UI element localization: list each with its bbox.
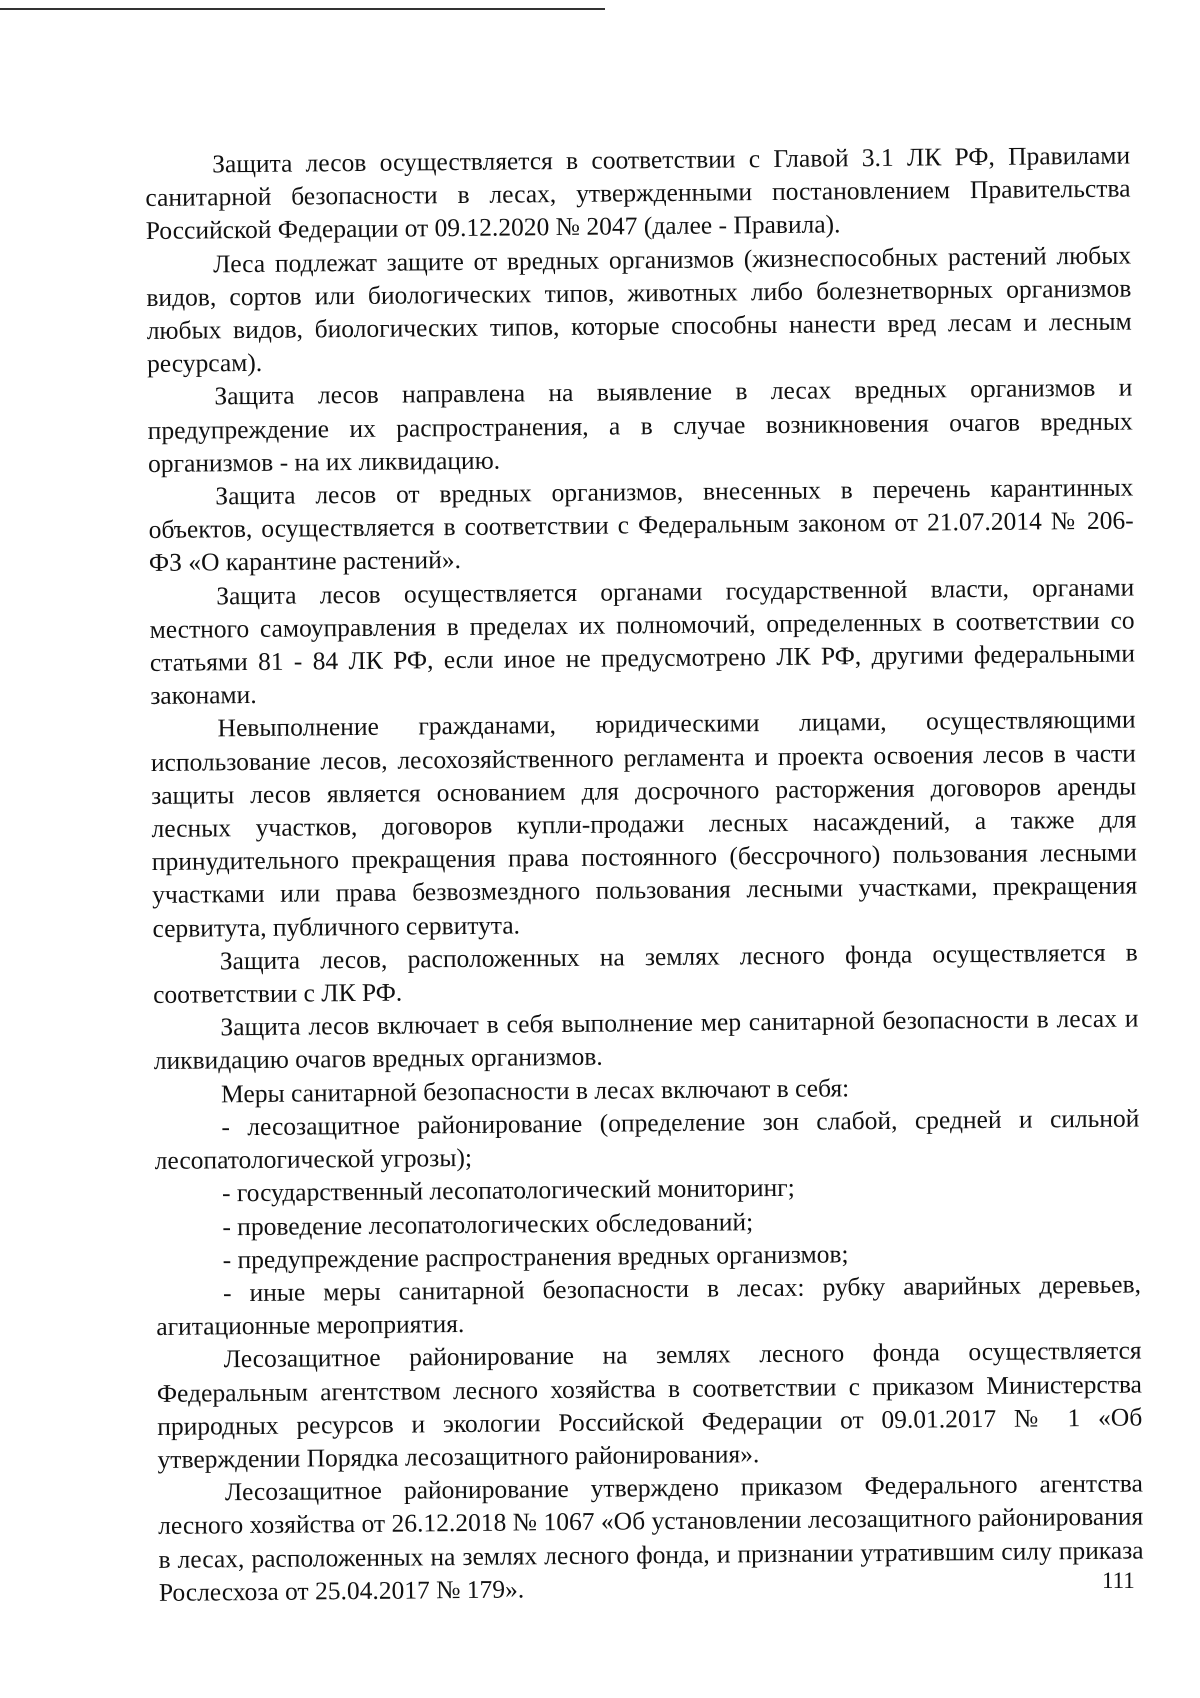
paragraph: Лесозащитное районирование на землях лесного фонда осуществляется Федеральным агентством лесного хозяйства в соответствии с приказом Министерства природных ресурсов и экологии Российской Федерации от 09.01.2017 № 1 «Об утверждении Порядка лесозащитного районирования».: [156, 1335, 1143, 1474]
paragraph: Защита лесов, расположенных на землях лесного фонда осуществляется в соответствии с ЛК РФ.: [152, 937, 1138, 1010]
paragraph: Защита лесов включает в себя выполнение мер санитарной безопасности в лесах и ликвидацию очагов вредных организмов.: [153, 1003, 1139, 1076]
paragraph: Защита лесов осуществляется в соответствии с Главой 3.1 ЛК РФ, Правилами санитарной безопасности в лесах, утвержденными постановлением Правительства Российской Федерации от 09.12.2020 № 2047 (далее - Правила).: [145, 140, 1131, 246]
list-item: - государственный лесопатологический мониторинг;: [221, 1173, 795, 1208]
list-item: - иные меры санитарной безопасности в лесах: рубку аварийных деревьев, агитационные мероприятия.: [156, 1269, 1142, 1342]
paragraph: Защита лесов направлена на выявление в лесах вредных организмов и предупреждение их распространения, а в случае возникновения очагов вредных организмов - на их ликвидацию.: [147, 372, 1133, 478]
paragraph: Защита лесов от вредных организмов, внесенных в перечень карантинных объектов, осуществляется в соответствии с Федеральным законом от 21.07.2014 № 206-ФЗ «О карантине растений».: [148, 472, 1134, 578]
paragraph: Леса подлежат защите от вредных организмов (жизнеспособных растений любых видов, сортов или биологических типов, животных либо болезнетворных организмов любых видов, биологических типов, которые способны нанести вред лесам и лесным ресурсам).: [146, 240, 1132, 379]
list-item: - проведение лесопатологических обследований;: [222, 1206, 754, 1241]
list-item: - лесозащитное районирование (определение зон слабой, средней и сильной лесопатологической угрозы);: [154, 1103, 1140, 1176]
page-number: 111: [1102, 1568, 1135, 1593]
paragraph: Невыполнение гражданами, юридическими лицами, осуществляющими использование лесов, лесохозяйственного регламента и проекта освоения лесов в части защиты лесов является основанием для досрочного расторжения договоров аренды лесных участков, договоров купли-продажи лесных насаждений, а также для принудительного прекращения права постоянного (бессрочного) пользования лесными участками или права безвозмездного пользования лесными участками, прекращения сервитута, публичного сервитута.: [150, 704, 1138, 943]
paragraph: Лесозащитное районирование утверждено приказом Федерального агентства лесного хозяйства от 26.12.2018 № 1067 «Об установлении лесозащитного районирования в лесах, расположенных на землях лесного фонда, и признании утратившим силу приказа Рослесхоза от 25.04.2017 № 179».: [158, 1468, 1144, 1607]
paragraph: Меры санитарной безопасности в лесах включают в себя:: [220, 1072, 850, 1109]
list-item: - предупреждение распространения вредных организмов;: [222, 1239, 849, 1275]
paragraph: Защита лесов осуществляется органами государственной власти, органами местного самоуправления в пределах их полномочий, определенных в соответствии со статьями 81 - 84 ЛК РФ, если иное не предусмотрено ЛК РФ, другими федеральными законами.: [149, 572, 1136, 711]
document-body: [145, 139, 1144, 1609]
top-rule: [0, 8, 605, 10]
